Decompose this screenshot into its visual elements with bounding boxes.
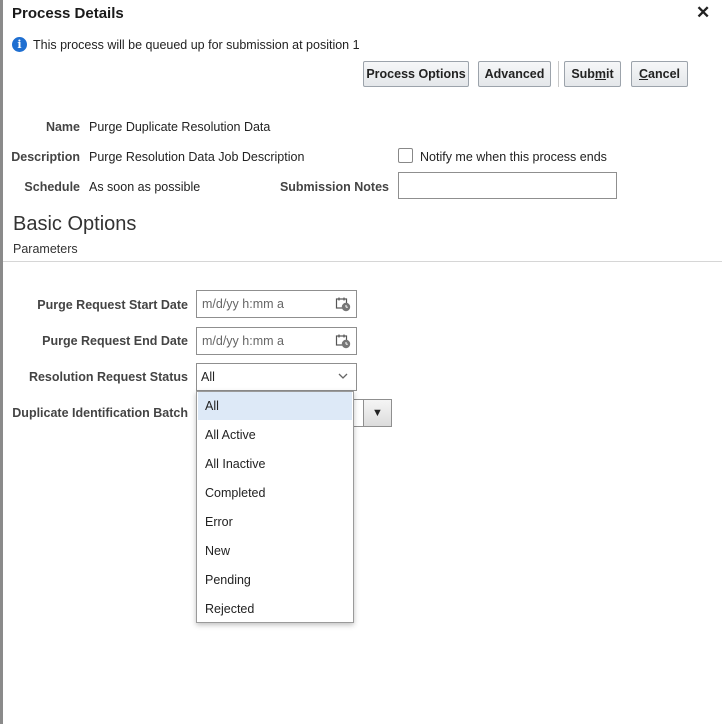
end-date-placeholder: m/d/yy h:mm a [202,334,284,348]
batch-label: Duplicate Identification Batch [12,406,188,420]
cancel-button[interactable] [631,61,688,87]
caret-down-icon[interactable]: ▼ [363,399,392,427]
description-value: Purge Resolution Data Job Description [89,150,305,164]
status-selected-value: All [201,370,215,384]
basic-options-title: Basic Options [13,213,137,235]
name-label: Name [45,120,80,134]
status-option-pending[interactable]: Pending [205,573,251,587]
status-option-rejected[interactable]: Rejected [205,602,255,616]
description-label: Description [11,150,80,164]
status-label: Resolution Request Status [28,370,188,384]
info-message [12,37,360,52]
schedule-value: As soon as possible [89,180,201,194]
status-option-all-inactive[interactable]: All Inactive [205,457,266,471]
submission-notes-input[interactable] [398,172,617,199]
submit-label-accesskey: m [594,67,607,81]
notify-label: Notify me when this process ends [420,150,607,164]
end-date-input[interactable] [196,327,357,355]
start-date-input[interactable] [196,290,357,318]
status-dropdown-list [196,391,354,623]
process-details-dialog [3,0,722,724]
status-option-error[interactable]: Error [205,515,233,529]
submit-button[interactable] [564,61,621,87]
status-select[interactable] [196,363,357,391]
submission-notes-label: Submission Notes [279,180,389,194]
parameters-subtitle: Parameters [13,242,78,256]
toolbar-separator [558,61,559,87]
calendar-clock-icon[interactable] [335,296,351,312]
info-message-text: This process will be queued up for submission at position 1 [33,37,360,52]
process-options-button[interactable]: Process Options [363,61,469,87]
status-option-new[interactable]: New [205,544,231,558]
status-option-completed[interactable]: Completed [205,486,266,500]
advanced-button[interactable]: Advanced [478,61,551,87]
schedule-label: Schedule [24,180,80,194]
section-divider [3,261,722,262]
name-value: Purge Duplicate Resolution Data [89,120,271,134]
calendar-clock-icon[interactable] [335,333,351,349]
status-option-all-active[interactable]: All Active [205,428,256,442]
notify-checkbox[interactable] [398,148,413,163]
submit-label-a: Sub [571,67,595,81]
status-option-all[interactable]: All [198,392,352,420]
start-date-label: Purge Request Start Date [37,298,188,312]
start-date-placeholder: m/d/yy h:mm a [202,297,284,311]
close-icon[interactable]: ✕ [696,3,711,22]
end-date-label: Purge Request End Date [42,334,188,348]
chevron-down-icon [338,373,348,380]
cancel-label-b: ancel [648,67,680,81]
submit-label-b: it [606,67,614,81]
dialog-title: Process Details [12,5,124,22]
info-icon: i [12,37,27,52]
cancel-label-accesskey: C [639,67,649,81]
